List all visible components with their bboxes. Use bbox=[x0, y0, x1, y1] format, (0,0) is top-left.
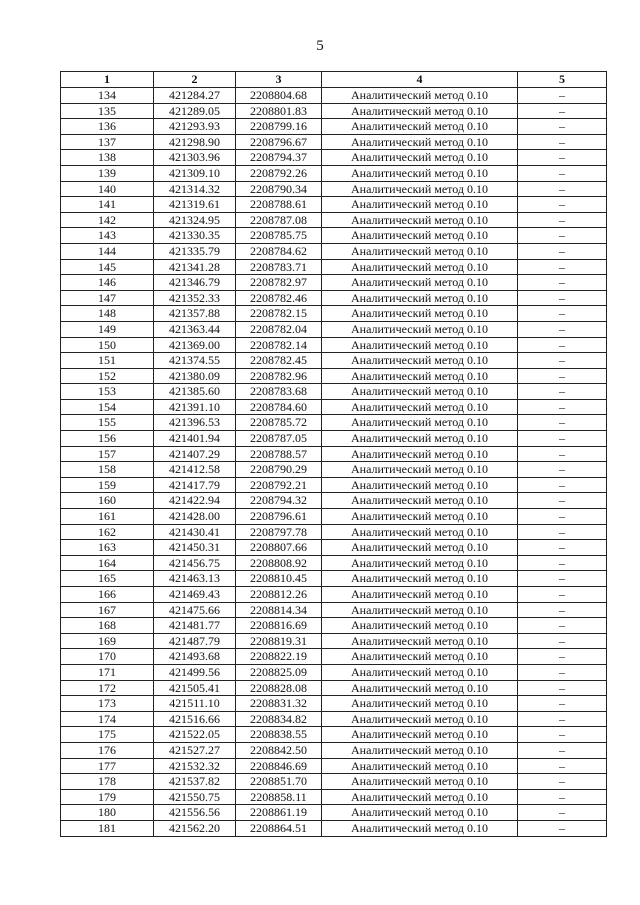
note-cell: – bbox=[518, 493, 607, 509]
note-cell: – bbox=[518, 587, 607, 603]
table-row bbox=[61, 493, 607, 509]
note-cell: – bbox=[518, 165, 607, 181]
table-row bbox=[61, 540, 607, 556]
x-coordinate-cell: 421363.44 bbox=[154, 321, 236, 337]
x-coordinate-cell: 421481.77 bbox=[154, 618, 236, 634]
table-row bbox=[61, 119, 607, 135]
method-cell: Аналитический метод 0.10 bbox=[322, 321, 518, 337]
method-cell: Аналитический метод 0.10 bbox=[322, 446, 518, 462]
table-row bbox=[61, 664, 607, 680]
point-number-cell: 138 bbox=[61, 150, 154, 166]
note-cell: – bbox=[518, 758, 607, 774]
note-cell: – bbox=[518, 337, 607, 353]
y-coordinate-cell: 2208807.66 bbox=[236, 540, 322, 556]
y-coordinate-cell: 2208796.61 bbox=[236, 509, 322, 525]
x-coordinate-cell: 421352.33 bbox=[154, 290, 236, 306]
y-coordinate-cell: 2208790.29 bbox=[236, 462, 322, 478]
x-coordinate-cell: 421385.60 bbox=[154, 384, 236, 400]
x-coordinate-cell: 421428.00 bbox=[154, 509, 236, 525]
table-header-row bbox=[61, 72, 607, 88]
note-cell: – bbox=[518, 680, 607, 696]
point-number-cell: 146 bbox=[61, 275, 154, 291]
note-cell: – bbox=[518, 696, 607, 712]
note-cell: – bbox=[518, 820, 607, 836]
point-number-cell: 140 bbox=[61, 181, 154, 197]
table-row bbox=[61, 477, 607, 493]
y-coordinate-cell: 2208838.55 bbox=[236, 727, 322, 743]
x-coordinate-cell: 421527.27 bbox=[154, 742, 236, 758]
table-row bbox=[61, 602, 607, 618]
note-cell: – bbox=[518, 353, 607, 369]
y-coordinate-cell: 2208784.62 bbox=[236, 243, 322, 259]
method-cell: Аналитический метод 0.10 bbox=[322, 540, 518, 556]
x-coordinate-cell: 421284.27 bbox=[154, 88, 236, 104]
table-row bbox=[61, 150, 607, 166]
point-number-cell: 134 bbox=[61, 88, 154, 104]
point-number-cell: 179 bbox=[61, 789, 154, 805]
table-row bbox=[61, 711, 607, 727]
y-coordinate-cell: 2208796.67 bbox=[236, 134, 322, 150]
method-cell: Аналитический метод 0.10 bbox=[322, 602, 518, 618]
note-cell: – bbox=[518, 119, 607, 135]
method-cell: Аналитический метод 0.10 bbox=[322, 462, 518, 478]
point-number-cell: 172 bbox=[61, 680, 154, 696]
table-row bbox=[61, 212, 607, 228]
note-cell: – bbox=[518, 368, 607, 384]
y-coordinate-cell: 2208797.78 bbox=[236, 524, 322, 540]
point-number-cell: 181 bbox=[61, 820, 154, 836]
point-number-cell: 167 bbox=[61, 602, 154, 618]
x-coordinate-cell: 421396.53 bbox=[154, 415, 236, 431]
x-coordinate-cell: 421556.56 bbox=[154, 805, 236, 821]
x-coordinate-cell: 421407.29 bbox=[154, 446, 236, 462]
method-cell: Аналитический метод 0.10 bbox=[322, 228, 518, 244]
x-coordinate-cell: 421505.41 bbox=[154, 680, 236, 696]
point-number-cell: 173 bbox=[61, 696, 154, 712]
x-coordinate-cell: 421412.58 bbox=[154, 462, 236, 478]
note-cell: – bbox=[518, 727, 607, 743]
x-coordinate-cell: 421475.66 bbox=[154, 602, 236, 618]
note-cell: – bbox=[518, 150, 607, 166]
y-coordinate-cell: 2208794.32 bbox=[236, 493, 322, 509]
method-cell: Аналитический метод 0.10 bbox=[322, 243, 518, 259]
note-cell: – bbox=[518, 742, 607, 758]
note-cell: – bbox=[518, 524, 607, 540]
y-coordinate-cell: 2208861.19 bbox=[236, 805, 322, 821]
x-coordinate-cell: 421293.93 bbox=[154, 119, 236, 135]
method-cell: Аналитический метод 0.10 bbox=[322, 399, 518, 415]
y-coordinate-cell: 2208801.83 bbox=[236, 103, 322, 119]
note-cell: – bbox=[518, 789, 607, 805]
x-coordinate-cell: 421324.95 bbox=[154, 212, 236, 228]
point-number-cell: 151 bbox=[61, 353, 154, 369]
note-cell: – bbox=[518, 275, 607, 291]
note-cell: – bbox=[518, 243, 607, 259]
x-coordinate-cell: 421487.79 bbox=[154, 633, 236, 649]
note-cell: – bbox=[518, 711, 607, 727]
y-coordinate-cell: 2208790.34 bbox=[236, 181, 322, 197]
table-row bbox=[61, 571, 607, 587]
point-number-cell: 168 bbox=[61, 618, 154, 634]
table-row bbox=[61, 259, 607, 275]
method-cell: Аналитический метод 0.10 bbox=[322, 742, 518, 758]
note-cell: – bbox=[518, 88, 607, 104]
method-cell: Аналитический метод 0.10 bbox=[322, 587, 518, 603]
note-cell: – bbox=[518, 212, 607, 228]
column-header-3: 3 bbox=[236, 72, 322, 88]
method-cell: Аналитический метод 0.10 bbox=[322, 353, 518, 369]
x-coordinate-cell: 421532.32 bbox=[154, 758, 236, 774]
table-row bbox=[61, 462, 607, 478]
method-cell: Аналитический метод 0.10 bbox=[322, 696, 518, 712]
x-coordinate-cell: 421463.13 bbox=[154, 571, 236, 587]
point-number-cell: 176 bbox=[61, 742, 154, 758]
method-cell: Аналитический метод 0.10 bbox=[322, 477, 518, 493]
note-cell: – bbox=[518, 446, 607, 462]
y-coordinate-cell: 2208858.11 bbox=[236, 789, 322, 805]
table-row bbox=[61, 649, 607, 665]
y-coordinate-cell: 2208783.71 bbox=[236, 259, 322, 275]
table-row bbox=[61, 399, 607, 415]
point-number-cell: 169 bbox=[61, 633, 154, 649]
note-cell: – bbox=[518, 509, 607, 525]
method-cell: Аналитический метод 0.10 bbox=[322, 571, 518, 587]
y-coordinate-cell: 2208785.72 bbox=[236, 415, 322, 431]
y-coordinate-cell: 2208782.04 bbox=[236, 321, 322, 337]
point-number-cell: 150 bbox=[61, 337, 154, 353]
note-cell: – bbox=[518, 197, 607, 213]
table-row bbox=[61, 197, 607, 213]
note-cell: – bbox=[518, 462, 607, 478]
method-cell: Аналитический метод 0.10 bbox=[322, 633, 518, 649]
x-coordinate-cell: 421516.66 bbox=[154, 711, 236, 727]
method-cell: Аналитический метод 0.10 bbox=[322, 134, 518, 150]
x-coordinate-cell: 421341.28 bbox=[154, 259, 236, 275]
point-number-cell: 177 bbox=[61, 758, 154, 774]
x-coordinate-cell: 421422.94 bbox=[154, 493, 236, 509]
point-number-cell: 158 bbox=[61, 462, 154, 478]
note-cell: – bbox=[518, 321, 607, 337]
table-row bbox=[61, 805, 607, 821]
y-coordinate-cell: 2208842.50 bbox=[236, 742, 322, 758]
point-number-cell: 147 bbox=[61, 290, 154, 306]
method-cell: Аналитический метод 0.10 bbox=[322, 306, 518, 322]
table-row bbox=[61, 275, 607, 291]
table-row bbox=[61, 555, 607, 571]
point-number-cell: 145 bbox=[61, 259, 154, 275]
point-number-cell: 142 bbox=[61, 212, 154, 228]
note-cell: – bbox=[518, 540, 607, 556]
column-header-2: 2 bbox=[154, 72, 236, 88]
y-coordinate-cell: 2208782.96 bbox=[236, 368, 322, 384]
table-row bbox=[61, 384, 607, 400]
y-coordinate-cell: 2208846.69 bbox=[236, 758, 322, 774]
table-row bbox=[61, 103, 607, 119]
method-cell: Аналитический метод 0.10 bbox=[322, 415, 518, 431]
note-cell: – bbox=[518, 664, 607, 680]
x-coordinate-cell: 421537.82 bbox=[154, 774, 236, 790]
point-number-cell: 165 bbox=[61, 571, 154, 587]
page-number: 5 bbox=[316, 38, 324, 54]
table-row bbox=[61, 446, 607, 462]
note-cell: – bbox=[518, 633, 607, 649]
method-cell: Аналитический метод 0.10 bbox=[322, 820, 518, 836]
table-row bbox=[61, 337, 607, 353]
point-number-cell: 149 bbox=[61, 321, 154, 337]
table-row bbox=[61, 134, 607, 150]
method-cell: Аналитический метод 0.10 bbox=[322, 774, 518, 790]
y-coordinate-cell: 2208787.08 bbox=[236, 212, 322, 228]
note-cell: – bbox=[518, 431, 607, 447]
method-cell: Аналитический метод 0.10 bbox=[322, 165, 518, 181]
table-row bbox=[61, 415, 607, 431]
method-cell: Аналитический метод 0.10 bbox=[322, 758, 518, 774]
method-cell: Аналитический метод 0.10 bbox=[322, 384, 518, 400]
y-coordinate-cell: 2208808.92 bbox=[236, 555, 322, 571]
y-coordinate-cell: 2208851.70 bbox=[236, 774, 322, 790]
y-coordinate-cell: 2208782.15 bbox=[236, 306, 322, 322]
method-cell: Аналитический метод 0.10 bbox=[322, 275, 518, 291]
y-coordinate-cell: 2208799.16 bbox=[236, 119, 322, 135]
method-cell: Аналитический метод 0.10 bbox=[322, 664, 518, 680]
table-row bbox=[61, 321, 607, 337]
note-cell: – bbox=[518, 306, 607, 322]
point-number-cell: 137 bbox=[61, 134, 154, 150]
x-coordinate-cell: 421319.61 bbox=[154, 197, 236, 213]
point-number-cell: 161 bbox=[61, 509, 154, 525]
table-row bbox=[61, 774, 607, 790]
column-header-1: 1 bbox=[61, 72, 154, 88]
method-cell: Аналитический метод 0.10 bbox=[322, 789, 518, 805]
method-cell: Аналитический метод 0.10 bbox=[322, 197, 518, 213]
method-cell: Аналитический метод 0.10 bbox=[322, 555, 518, 571]
table-row bbox=[61, 165, 607, 181]
point-number-cell: 160 bbox=[61, 493, 154, 509]
y-coordinate-cell: 2208782.45 bbox=[236, 353, 322, 369]
x-coordinate-cell: 421430.41 bbox=[154, 524, 236, 540]
y-coordinate-cell: 2208783.68 bbox=[236, 384, 322, 400]
note-cell: – bbox=[518, 134, 607, 150]
point-number-cell: 164 bbox=[61, 555, 154, 571]
point-number-cell: 143 bbox=[61, 228, 154, 244]
x-coordinate-cell: 421289.05 bbox=[154, 103, 236, 119]
table-row bbox=[61, 587, 607, 603]
y-coordinate-cell: 2208787.05 bbox=[236, 431, 322, 447]
method-cell: Аналитический метод 0.10 bbox=[322, 493, 518, 509]
method-cell: Аналитический метод 0.10 bbox=[322, 290, 518, 306]
x-coordinate-cell: 421391.10 bbox=[154, 399, 236, 415]
point-number-cell: 141 bbox=[61, 197, 154, 213]
x-coordinate-cell: 421357.88 bbox=[154, 306, 236, 322]
y-coordinate-cell: 2208864.51 bbox=[236, 820, 322, 836]
method-cell: Аналитический метод 0.10 bbox=[322, 711, 518, 727]
method-cell: Аналитический метод 0.10 bbox=[322, 368, 518, 384]
table-row bbox=[61, 727, 607, 743]
point-number-cell: 148 bbox=[61, 306, 154, 322]
table-row bbox=[61, 509, 607, 525]
y-coordinate-cell: 2208816.69 bbox=[236, 618, 322, 634]
point-number-cell: 157 bbox=[61, 446, 154, 462]
method-cell: Аналитический метод 0.10 bbox=[322, 259, 518, 275]
method-cell: Аналитический метод 0.10 bbox=[322, 805, 518, 821]
x-coordinate-cell: 421330.35 bbox=[154, 228, 236, 244]
point-number-cell: 178 bbox=[61, 774, 154, 790]
x-coordinate-cell: 421298.90 bbox=[154, 134, 236, 150]
y-coordinate-cell: 2208782.97 bbox=[236, 275, 322, 291]
x-coordinate-cell: 421314.32 bbox=[154, 181, 236, 197]
column-header-4: 4 bbox=[322, 72, 518, 88]
method-cell: Аналитический метод 0.10 bbox=[322, 680, 518, 696]
note-cell: – bbox=[518, 602, 607, 618]
table-row bbox=[61, 789, 607, 805]
point-number-cell: 156 bbox=[61, 431, 154, 447]
table-row bbox=[61, 633, 607, 649]
table-row bbox=[61, 742, 607, 758]
coordinates-table bbox=[60, 71, 607, 837]
y-coordinate-cell: 2208788.57 bbox=[236, 446, 322, 462]
y-coordinate-cell: 2208784.60 bbox=[236, 399, 322, 415]
point-number-cell: 180 bbox=[61, 805, 154, 821]
note-cell: – bbox=[518, 555, 607, 571]
method-cell: Аналитический метод 0.10 bbox=[322, 119, 518, 135]
table-row bbox=[61, 820, 607, 836]
x-coordinate-cell: 421374.55 bbox=[154, 353, 236, 369]
note-cell: – bbox=[518, 415, 607, 431]
x-coordinate-cell: 421493.68 bbox=[154, 649, 236, 665]
method-cell: Аналитический метод 0.10 bbox=[322, 181, 518, 197]
note-cell: – bbox=[518, 228, 607, 244]
y-coordinate-cell: 2208810.45 bbox=[236, 571, 322, 587]
point-number-cell: 171 bbox=[61, 664, 154, 680]
y-coordinate-cell: 2208782.46 bbox=[236, 290, 322, 306]
x-coordinate-cell: 421369.00 bbox=[154, 337, 236, 353]
point-number-cell: 144 bbox=[61, 243, 154, 259]
method-cell: Аналитический метод 0.10 bbox=[322, 103, 518, 119]
note-cell: – bbox=[518, 259, 607, 275]
method-cell: Аналитический метод 0.10 bbox=[322, 212, 518, 228]
x-coordinate-cell: 421417.79 bbox=[154, 477, 236, 493]
x-coordinate-cell: 421346.79 bbox=[154, 275, 236, 291]
method-cell: Аналитический метод 0.10 bbox=[322, 618, 518, 634]
table-row bbox=[61, 353, 607, 369]
method-cell: Аналитический метод 0.10 bbox=[322, 727, 518, 743]
point-number-cell: 152 bbox=[61, 368, 154, 384]
y-coordinate-cell: 2208792.21 bbox=[236, 477, 322, 493]
table-row bbox=[61, 306, 607, 322]
table-row bbox=[61, 290, 607, 306]
x-coordinate-cell: 421522.05 bbox=[154, 727, 236, 743]
method-cell: Аналитический метод 0.10 bbox=[322, 88, 518, 104]
point-number-cell: 154 bbox=[61, 399, 154, 415]
x-coordinate-cell: 421309.10 bbox=[154, 165, 236, 181]
note-cell: – bbox=[518, 805, 607, 821]
point-number-cell: 174 bbox=[61, 711, 154, 727]
x-coordinate-cell: 421401.94 bbox=[154, 431, 236, 447]
note-cell: – bbox=[518, 103, 607, 119]
method-cell: Аналитический метод 0.10 bbox=[322, 337, 518, 353]
note-cell: – bbox=[518, 571, 607, 587]
y-coordinate-cell: 2208782.14 bbox=[236, 337, 322, 353]
table-row bbox=[61, 243, 607, 259]
method-cell: Аналитический метод 0.10 bbox=[322, 509, 518, 525]
point-number-cell: 153 bbox=[61, 384, 154, 400]
point-number-cell: 135 bbox=[61, 103, 154, 119]
x-coordinate-cell: 421469.43 bbox=[154, 587, 236, 603]
table-row bbox=[61, 368, 607, 384]
table-row bbox=[61, 680, 607, 696]
note-cell: – bbox=[518, 774, 607, 790]
y-coordinate-cell: 2208814.34 bbox=[236, 602, 322, 618]
method-cell: Аналитический метод 0.10 bbox=[322, 150, 518, 166]
y-coordinate-cell: 2208804.68 bbox=[236, 88, 322, 104]
y-coordinate-cell: 2208792.26 bbox=[236, 165, 322, 181]
point-number-cell: 155 bbox=[61, 415, 154, 431]
point-number-cell: 162 bbox=[61, 524, 154, 540]
table-row bbox=[61, 524, 607, 540]
point-number-cell: 139 bbox=[61, 165, 154, 181]
y-coordinate-cell: 2208794.37 bbox=[236, 150, 322, 166]
note-cell: – bbox=[518, 649, 607, 665]
y-coordinate-cell: 2208812.26 bbox=[236, 587, 322, 603]
y-coordinate-cell: 2208788.61 bbox=[236, 197, 322, 213]
table-row bbox=[61, 431, 607, 447]
table-row bbox=[61, 88, 607, 104]
y-coordinate-cell: 2208822.19 bbox=[236, 649, 322, 665]
y-coordinate-cell: 2208834.82 bbox=[236, 711, 322, 727]
point-number-cell: 159 bbox=[61, 477, 154, 493]
table-row bbox=[61, 181, 607, 197]
x-coordinate-cell: 421335.79 bbox=[154, 243, 236, 259]
note-cell: – bbox=[518, 618, 607, 634]
x-coordinate-cell: 421511.10 bbox=[154, 696, 236, 712]
x-coordinate-cell: 421380.09 bbox=[154, 368, 236, 384]
x-coordinate-cell: 421450.31 bbox=[154, 540, 236, 556]
note-cell: – bbox=[518, 384, 607, 400]
x-coordinate-cell: 421456.75 bbox=[154, 555, 236, 571]
note-cell: – bbox=[518, 181, 607, 197]
table-body bbox=[61, 88, 607, 837]
x-coordinate-cell: 421562.20 bbox=[154, 820, 236, 836]
y-coordinate-cell: 2208828.08 bbox=[236, 680, 322, 696]
table-row bbox=[61, 228, 607, 244]
x-coordinate-cell: 421499.56 bbox=[154, 664, 236, 680]
point-number-cell: 170 bbox=[61, 649, 154, 665]
table-row bbox=[61, 758, 607, 774]
method-cell: Аналитический метод 0.10 bbox=[322, 649, 518, 665]
point-number-cell: 166 bbox=[61, 587, 154, 603]
column-header-5: 5 bbox=[518, 72, 607, 88]
method-cell: Аналитический метод 0.10 bbox=[322, 431, 518, 447]
table-row bbox=[61, 696, 607, 712]
x-coordinate-cell: 421303.96 bbox=[154, 150, 236, 166]
y-coordinate-cell: 2208819.31 bbox=[236, 633, 322, 649]
method-cell: Аналитический метод 0.10 bbox=[322, 524, 518, 540]
y-coordinate-cell: 2208825.09 bbox=[236, 664, 322, 680]
note-cell: – bbox=[518, 477, 607, 493]
table-row bbox=[61, 618, 607, 634]
y-coordinate-cell: 2208831.32 bbox=[236, 696, 322, 712]
point-number-cell: 163 bbox=[61, 540, 154, 556]
point-number-cell: 136 bbox=[61, 119, 154, 135]
note-cell: – bbox=[518, 399, 607, 415]
point-number-cell: 175 bbox=[61, 727, 154, 743]
x-coordinate-cell: 421550.75 bbox=[154, 789, 236, 805]
note-cell: – bbox=[518, 290, 607, 306]
y-coordinate-cell: 2208785.75 bbox=[236, 228, 322, 244]
